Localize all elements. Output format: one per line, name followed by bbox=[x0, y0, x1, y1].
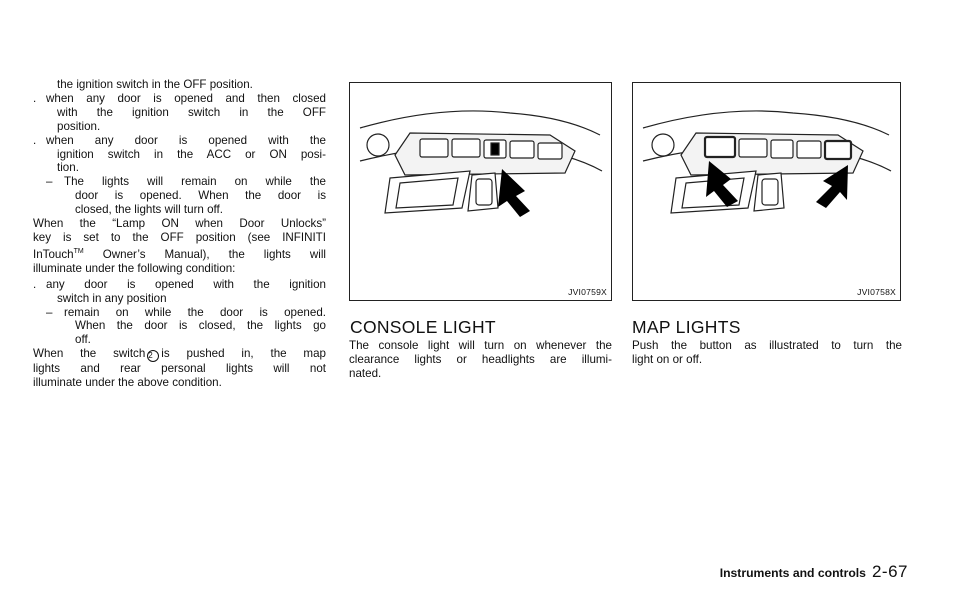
paragraph-line: Push the button as illustrated to turn the bbox=[632, 339, 902, 352]
circled-number: 2 bbox=[147, 350, 159, 362]
dash-line: off. bbox=[75, 333, 91, 347]
console-light-heading: CONSOLE LIGHT bbox=[350, 317, 496, 337]
bullet-line: when any door is opened and then closed bbox=[46, 91, 326, 105]
page-footer bbox=[720, 562, 908, 582]
paragraph-line: clearance lights or headlights are illumi- bbox=[349, 352, 612, 366]
bullet-item bbox=[33, 92, 326, 134]
console-light-illustration bbox=[349, 82, 612, 301]
trademark-superscript: TM bbox=[73, 247, 84, 255]
bullet-symbol: . bbox=[33, 133, 37, 147]
paragraph-line: The console light will turn on whenever the bbox=[349, 339, 612, 352]
bullet-line: tion. bbox=[57, 161, 79, 175]
continuation-line: the ignition switch in the OFF position. bbox=[57, 78, 253, 91]
bullet-line: any door is opened with the ignition bbox=[46, 277, 326, 291]
left-column-text bbox=[33, 78, 326, 390]
bullet-line: ignition switch in the ACC or ON posi- bbox=[57, 147, 326, 161]
bullet-item bbox=[33, 134, 326, 176]
dash-item bbox=[33, 175, 326, 217]
dash-line: The lights will remain on while the bbox=[64, 175, 326, 189]
console-light-text bbox=[349, 339, 612, 381]
section-title: Instruments and controls bbox=[719, 566, 866, 580]
paragraph-line: nated. bbox=[349, 366, 382, 380]
figure-code: JVI0759X bbox=[568, 287, 607, 297]
bullet-item bbox=[33, 278, 326, 306]
bullet-symbol: . bbox=[33, 91, 37, 105]
overhead-console-drawing bbox=[350, 83, 611, 300]
dash-line: When the door is closed, the lights go bbox=[75, 319, 326, 333]
paragraph-line: When the switch 2 is pushed in, the map bbox=[33, 347, 326, 361]
paragraph-line: lights and rear personal lights will not bbox=[33, 362, 326, 376]
dash-item bbox=[33, 306, 326, 348]
page-number: 2-67 bbox=[871, 562, 908, 581]
map-lights-heading: MAP LIGHTS bbox=[632, 317, 741, 337]
paragraph-line: illuminate under the following condition: bbox=[33, 261, 236, 275]
bullet-line: when any door is opened with the bbox=[46, 133, 326, 147]
bullet-line: with the ignition switch in the OFF bbox=[57, 105, 326, 119]
paragraph-line: When the “Lamp ON when Door Unlocks” bbox=[33, 217, 326, 231]
map-lights-text bbox=[632, 339, 902, 367]
paragraph-line: InTouch™ Owner’s Manual), the lights will bbox=[33, 247, 326, 261]
bullet-line: switch in any position bbox=[57, 291, 167, 305]
figure-code: JVI0758X bbox=[857, 287, 896, 297]
dash-line: remain on while the door is opened. bbox=[64, 305, 326, 319]
dash-line: door is opened. When the door is bbox=[75, 189, 326, 203]
overhead-console-drawing bbox=[633, 83, 900, 300]
map-lights-illustration bbox=[632, 82, 901, 301]
dash-line: closed, the lights will turn off. bbox=[75, 203, 224, 217]
paragraph-line: key is set to the OFF position (see INFINITI bbox=[33, 230, 326, 244]
dash-symbol: – bbox=[46, 305, 53, 319]
paragraph-line: light on or off. bbox=[632, 352, 703, 366]
paragraph-line: illuminate under the above condition. bbox=[33, 376, 222, 390]
dash-symbol: – bbox=[46, 175, 53, 189]
bullet-line: position. bbox=[57, 119, 101, 133]
bullet-symbol: . bbox=[33, 277, 37, 291]
